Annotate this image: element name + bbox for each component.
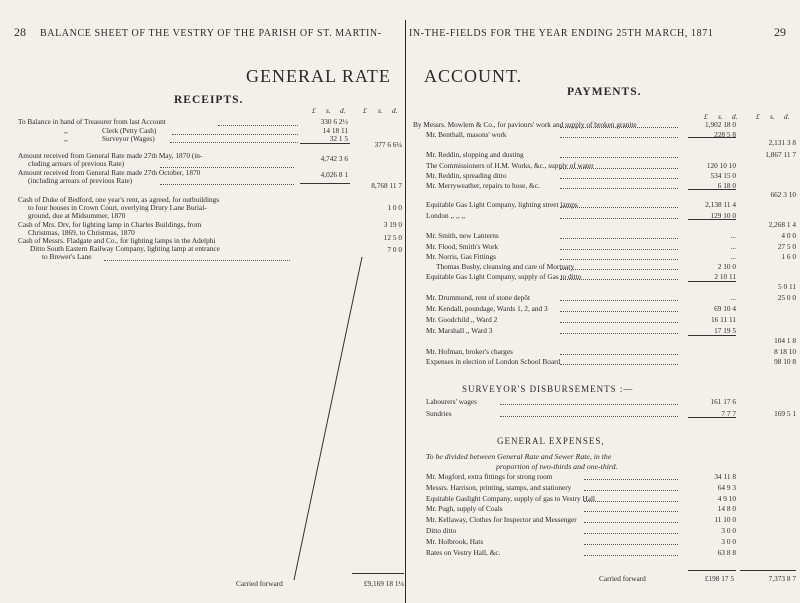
payment-description: Equitable Gas Light Company, supply of Gas to ditto (426, 272, 582, 281)
receipt-treasurer: To Balance in hand of Treasurer from last Account (18, 117, 166, 126)
payment-amount-outer: 1,867 11 7 (765, 150, 796, 159)
payment-description: Equitable Gas Light Company, lighting street lamps (426, 200, 578, 209)
payment-amount-inner: 161 17 6 (710, 397, 736, 406)
payment-description: Mr. Holbrook, Hats (426, 537, 484, 546)
payment-amount-outer: 662 3 10 (770, 190, 796, 199)
payment-description: Mr. Goodchild ,, Ward 2 (426, 315, 498, 324)
running-title-left: BALANCE SHEET OF THE VESTRY OF THE PARISH OF ST. MARTIN- (40, 28, 382, 39)
payment-amount-outer: 169 5 1 (774, 409, 796, 418)
payment-description: Mr. Reddin, spreading ditto (426, 171, 507, 180)
payment-amount-inner: ... (730, 231, 736, 240)
payment-amount-outer: 2,131 3 8 (768, 138, 796, 147)
payments-carried-forward-label: Carried forward (599, 574, 646, 583)
receipt-rate1-line1: Amount received from General Rate made 27th May, 1870 (in- (18, 151, 203, 160)
payment-amount-inner: 69 10 4 (714, 304, 736, 313)
receipt-bedford-line3: ground, due at Midsummer, 1870 (28, 211, 126, 220)
payment-amount-inner: 63 8 8 (717, 548, 736, 557)
payment-description: Mr. Merryweather, repairs to hose, &c. (426, 181, 540, 190)
payment-amount-inner: 11 10 0 (714, 515, 736, 524)
payment-description: Mr. Kellaway, Clothes for Inspector and Messenger (426, 515, 577, 524)
general-expenses-note-line2: proportion of two-thirds and one-third. (496, 462, 618, 471)
payment-description: Mr. Pugh, supply of Coals (426, 504, 503, 513)
receipts-carried-forward-amount: £9,169 18 1¼ (363, 579, 404, 588)
payment-description: Thomas Busby, cleansing and care of Mortuary (436, 262, 575, 271)
payment-description: Labourers' wages (426, 397, 477, 406)
payment-amount-inner: 14 8 0 (717, 504, 736, 513)
receipts-carried-forward-label: Carried forward (236, 579, 283, 588)
payments-heading: PAYMENTS. (567, 86, 642, 98)
payment-description: Mr. Benthall, masons' work (426, 130, 507, 139)
payments-carried-forward-amount-1: £198 17 5 (704, 574, 734, 583)
general-expenses-note-line1: To be divided between General Rate and Sewer Rate, in the (426, 452, 612, 461)
payment-description: London ,, ,, ,, (426, 211, 466, 220)
payment-description: Sundries (426, 409, 452, 418)
payment-amount-inner: 3 0 0 (721, 526, 736, 535)
payment-amount-inner: 2 10 0 (717, 262, 736, 271)
payment-amount-inner: ... (730, 242, 736, 251)
payment-amount-inner: 6 18 0 (717, 181, 736, 190)
title-left: GENERAL RATE (246, 66, 391, 86)
payment-amount-inner: 1,902 18 0 (704, 120, 736, 129)
receipt-bedford-line1: Cash of Duke of Bedford, one year's rent, as agreed, for outbuildings (18, 195, 220, 204)
payment-amount-inner: 64 9 3 (717, 483, 736, 492)
payments-carried-forward-amount-2: 7,373 8 7 (768, 574, 796, 583)
receipt-drv-line2: Christmas, 1869, to Christmas, 1870 (28, 228, 135, 237)
payment-amount-inner: 129 10 0 (710, 211, 736, 220)
payment-description: Ditto ditto (426, 526, 457, 535)
payment-amount-outer: 1 6 0 (781, 252, 796, 261)
payment-amount-inner: 7 7 7 (721, 409, 736, 418)
payment-amount-inner: ... (730, 293, 736, 302)
payment-amount-inner: 3 0 0 (721, 537, 736, 546)
payment-amount-outer: 8 18 10 (774, 347, 796, 356)
payment-amount-outer: 4 0 0 (781, 231, 796, 240)
payment-amount-inner: 534 15 0 (710, 171, 736, 180)
receipt-rate2-line1: Amount received from General Rate made 27th October, 1870 (18, 168, 201, 177)
receipt-balance-total: 377 6 6¼ (374, 140, 402, 149)
receipt-clerk-amount: 14 18 11 (322, 126, 348, 135)
payment-amount-inner: 4 9 10 (717, 494, 736, 503)
title-right: ACCOUNT. (424, 66, 523, 86)
payment-description: Mr. Hofman, broker's charges (426, 347, 513, 356)
receipt-ser-line2: to Brewer's Lane (42, 252, 92, 261)
payment-description: By Messrs. Mowlem & Co., for paviours' work and supply of broken granite (413, 120, 637, 129)
payment-description: Mr. Reddin, slopping and dusting (426, 150, 524, 159)
payment-amount-inner: 120 10 10 (706, 161, 736, 170)
payment-description: Equitable Gaslight Company, supply of gas to Vestry Hall (426, 494, 596, 503)
ledger-page: 28 BALANCE SHEET OF THE VESTRY OF THE PARISH OF ST. MARTIN- IN-THE-FIELDS FOR THE YEAR ENDING 25TH MARCH, 1871 29 GENERAL RATE ACCOUNT. RECEIPTS. £ s. d. £ s. d. To Balance in hand of Treasurer from last Account 330 6 2½ ,, Clerk (Petty Cash) 14 18 11 ,, Surveyor (Wages) 32 1 5 377 6 6¼ Amount received from General Rate made 27th May, 1870 (in- cluding arrears of previous Rate) 4,742 3 6 Amount received from General Rate made 27th October, 1870 (including arrears of previous Rate) 4,026 8 1 8,768 11 7 Cash of Duke of Bedford, one year's rent, as agreed, for outbuildings to four houses in Crown Court, overlying Drury Lane Burial- ground, due at Midsummer, 1870 1 0 0 Cash of Mrs. Drv, for lighting lamp in Charles Buildings, from Christmas, 1869, to Christmas, 1870 3 19 0 Cash of Messrs. Fladgate and Co., for lighting lamps in the Adelphi 12 5 0 Ditto South Eastern Railway Company, lighting lamp at entrance to Brewer's Lane 7 0 0 Carried forward £9,169 18 1¼ PAYMENTS. £ s. d. £ s. d. By Messrs. Mowlem & Co., for paviours' work and supply of broken granite 1,902 18 0 Mr. Benthall, masons' work 228 5 8 2,131 3 8 Mr. Reddin, slopping and dusting 1,867 11 7 The Commissioners of H.M. Works, &c., supply of water 120 10 10 Mr. Reddin, spreading ditto 534 15 0 Mr. Merryweather, repairs to hose, &c. 6 18 0 662 3 10 Equitable Gas Light Company, lighting street lamps 2,138 11 4 London ,, ,, ,, 129 10 0 2,268 1 4 Mr. Smith, new Lanterns ... 4 0 0 Mr. Flood, Smith's Work ... 27 5 0 Mr. Norris, Gas Fittings ... 1 6 0 Thomas Busby, cleansing and care of Mortuary 2 10 0 Equitable Gas Light Company, supply of Gas to ditto 2 10 11 5 0 11 Mr. Drummond, rent of stone depôt ... 25 0 0 Mr. Kendall, poundage, Wards 1, 2, and 3 69 10 4 Mr. Goodchild ,, Ward 2 16 11 11 Mr. Marshall ,, Ward 3 17 19 5 104 1 8 Mr. Hofman, broker's charges 8 18 10 Expenses in election of London School Board 98 10 8 SURVEYOR'S DISBURSEMENTS :— Labourers' wages 161 17 6 Sundries 7 7 7 169 5 1 GENERAL EXPENSES, To be divided between General Rate and Sewer Rate, in the proportion of two-thirds and one-third. Mr. Mogford, extra fittings for strong room 34 11 8 Messrs. Harrison, printing, stamps, and stationery 64 9 3 Equitable Gaslight Company, supply of gas to Vestry Hall 4 9 10 Mr. Pugh, supply of Coals 14 8 0 Mr. Kellaway, Clothes for Inspector and Messenger 11 10 0 Ditto ditto 3 0 0 Mr. Holbrook, Hats 3 0 0 Rates on Vestry Hall, &c. 63 8 8 Carried forward £198 17 5 7,373 8 7 (0, 0, 800, 603)
payment-description: Mr. Drummond, rent of stone depôt (426, 293, 530, 302)
payment-description: The Commissioners of H.M. Works, &c., supply of water (426, 161, 594, 170)
receipt-drv-amount: 3 19 0 (383, 220, 402, 229)
payment-description: Mr. Marshall ,, Ward 3 (426, 326, 493, 335)
running-title-right: IN-THE-FIELDS FOR THE YEAR ENDING 25TH MARCH, 1871 (409, 28, 714, 39)
payment-description: Mr. Flood, Smith's Work (426, 242, 499, 251)
payment-description: Mr. Mogford, extra fittings for strong room (426, 472, 553, 481)
surveyor-disbursements-heading: SURVEYOR'S DISBURSEMENTS :— (462, 384, 634, 394)
page-gutter (405, 20, 406, 603)
receipt-surveyor-amount: 32 1 5 (329, 134, 348, 143)
payment-description: Mr. Smith, new Lanterns (426, 231, 499, 240)
payment-amount-inner: 228 5 8 (714, 130, 736, 139)
receipts-heading: RECEIPTS. (174, 94, 244, 106)
receipt-rate2-line2: (including arrears of previous Rate) (28, 176, 133, 185)
receipt-treasurer-amount: 330 6 2½ (320, 117, 348, 126)
payment-amount-inner: ... (730, 252, 736, 261)
receipts-blank-diagonal (290, 255, 370, 585)
payment-description: Mr. Norris, Gas Fittings (426, 252, 496, 261)
payment-description: Rates on Vestry Hall, &c. (426, 548, 501, 557)
payment-amount-inner: 16 11 11 (711, 315, 736, 324)
payment-amount-inner: 2 10 11 (714, 272, 736, 281)
payment-description: Messrs. Harrison, printing, stamps, and stationery (426, 483, 572, 492)
payment-amount-outer: 25 0 0 (777, 293, 796, 302)
payment-amount-outer: 2,268 1 4 (768, 220, 796, 229)
page-number-left: 28 (14, 25, 26, 39)
payment-description: Mr. Kendall, poundage, Wards 1, 2, and 3 (426, 304, 548, 313)
receipt-rates-total: 8,768 11 7 (371, 181, 402, 190)
receipt-surveyor: Surveyor (Wages) (102, 134, 155, 143)
receipt-drv-line1: Cash of Mrs. Drv, for lighting lamp in Charles Buildings, from (18, 220, 202, 229)
receipt-rate2-amount: 4,026 8 1 (320, 170, 348, 179)
page-number-right: 29 (774, 25, 786, 39)
receipt-ser-line1: Ditto South Eastern Railway Company, lighting lamp at entrance (30, 244, 220, 253)
payment-amount-inner: 34 11 8 (714, 472, 736, 481)
payment-amount-inner: 2,138 11 4 (705, 200, 736, 209)
payment-amount-inner: 17 19 5 (714, 326, 736, 335)
receipt-bedford-line2: to four houses in Crown Court, overlying Drury Lane Burial- (28, 203, 207, 212)
receipt-rate1-amount: 4,742 3 6 (320, 154, 348, 163)
payment-description: Expenses in election of London School Board (426, 357, 561, 366)
receipt-clerk: Clerk (Petty Cash) (102, 126, 157, 135)
general-expenses-heading: GENERAL EXPENSES, (497, 436, 605, 446)
payment-amount-outer: 27 5 0 (777, 242, 796, 251)
receipt-rate1-line2: cluding arrears of previous Rate) (28, 159, 125, 168)
receipt-bedford-amount: 1 0 0 (387, 203, 402, 212)
receipt-fladgate: Cash of Messrs. Fladgate and Co., for lighting lamps in the Adelphi (18, 236, 216, 245)
payment-amount-outer: 5 0 11 (778, 282, 796, 291)
receipt-ser-amount: 7 0 0 (387, 245, 402, 254)
payment-amount-outer: 104 1 8 (774, 336, 796, 345)
receipt-fladgate-amount: 12 5 0 (383, 233, 402, 242)
payment-amount-outer: 98 10 8 (774, 357, 796, 366)
